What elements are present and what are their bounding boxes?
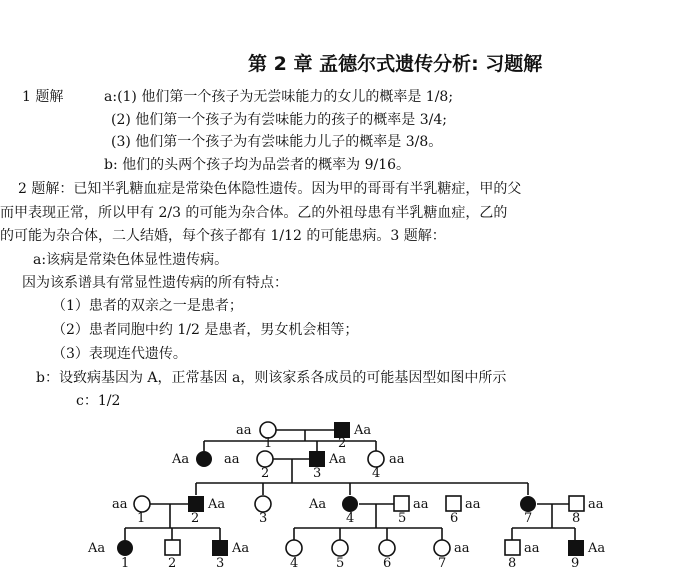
genotype-III-8: aa: [588, 497, 604, 512]
label-III-2: 2: [191, 511, 200, 526]
label-II-4: 4: [372, 466, 381, 481]
label-II-2: 2: [261, 466, 270, 481]
q1-answer-b: b: 他们的头两个孩子均为品尝者的概率为 9/16。: [104, 157, 411, 173]
q3-point-3: （3）表现连代遗传。: [52, 346, 187, 362]
pedigree-IV-9-affected-male: [568, 540, 584, 556]
label-IV-4: 4: [290, 556, 299, 571]
page-title: 第 2 章 孟德尔式遗传分析: 习题解: [248, 53, 543, 75]
label-III-1: 1: [137, 511, 146, 526]
label-I-2: 2: [338, 436, 347, 451]
genotype-II-2: aa: [224, 452, 240, 467]
genotype-IV-3: Aa: [232, 541, 250, 556]
genotype-III-4: Aa: [309, 497, 327, 512]
q1-answer-a1: a:(1) 他们第一个孩子为无尝味能力的女儿的概率是 1/8;: [104, 89, 454, 105]
genotype-II-4: aa: [389, 452, 405, 467]
genotype-III-5: aa: [413, 497, 429, 512]
genotype-III-6: aa: [465, 497, 481, 512]
label-III-5: 5: [398, 511, 407, 526]
genotype-I-1: aa: [236, 423, 252, 438]
genotype-II-3: Aa: [329, 452, 347, 467]
label-IV-6: 6: [383, 556, 392, 571]
q3-answer-a: a:该病是常染色体显性遗传病。: [33, 252, 229, 268]
label-III-8: 8: [572, 511, 581, 526]
q1-number: 1 题解: [22, 89, 64, 105]
pedigree-III-5-male: [394, 496, 409, 511]
pedigree-II-2-female: [257, 451, 273, 467]
q1-answer-a3: (3) 他们第一个孩子为有尝味能力儿子的概率是 3/8。: [111, 134, 443, 150]
pedigree-II-4-female: [368, 451, 384, 467]
q3-answer-b: b：设致病基因为 A，正常基因 a，则该家系各成员的可能基因型如图中所示: [36, 370, 507, 386]
pedigree-IV-5-female: [332, 540, 348, 556]
pedigree-III-3-female: [255, 496, 271, 512]
label-III-3: 3: [259, 511, 268, 526]
label-IV-2: 2: [168, 556, 177, 571]
label-II-3: 3: [313, 466, 322, 481]
pedigree-IV-1-affected-female: [117, 540, 133, 556]
label-III-4: 4: [346, 511, 355, 526]
pedigree-III-8-male: [569, 496, 584, 511]
pedigree-III-1-female: [134, 496, 150, 512]
genotype-IV-7: aa: [454, 541, 470, 556]
pedigree-III-4-affected-female: [342, 496, 358, 512]
pedigree-IV-4-female: [286, 540, 302, 556]
label-IV-8: 8: [508, 556, 517, 571]
pedigree-IV-8-male: [505, 540, 520, 555]
genotype-IV-9: Aa: [588, 541, 606, 556]
pedigree-IV-3-affected-male: [212, 540, 228, 556]
label-III-6: 6: [450, 511, 459, 526]
q3-point-1: （1）患者的双亲之一是患者；: [52, 298, 243, 314]
genotype-II-1: Aa: [172, 452, 190, 467]
q3-reason: 因为该系谱具有常显性遗传病的所有特点：: [22, 275, 288, 291]
pedigree-IV-2-male: [165, 540, 180, 555]
pedigree-II-1-affected-female: [196, 451, 212, 467]
q2-line-3: 的可能为杂合体，二人结婚，每个孩子都有 1/12 的可能患病。3 题解：: [0, 228, 446, 244]
label-IV-9: 9: [571, 556, 580, 571]
pedigree-IV-6-female: [379, 540, 395, 556]
label-IV-1: 1: [121, 556, 130, 571]
pedigree-III-6-male: [446, 496, 461, 511]
genotype-IV-1: Aa: [88, 541, 106, 556]
genotype-IV-8: aa: [524, 541, 540, 556]
q1-answer-a2: (2) 他们第一个孩子为有尝味能力的孩子的概率是 3/4;: [111, 112, 447, 128]
pedigree-III-2-affected-male: [188, 496, 204, 512]
genotype-III-2: Aa: [208, 497, 226, 512]
genotype-III-1: aa: [112, 497, 128, 512]
label-IV-3: 3: [216, 556, 225, 571]
pedigree-II-3-affected-male: [309, 451, 325, 467]
label-IV-5: 5: [336, 556, 345, 571]
pedigree-III-7-affected-female: [520, 496, 536, 512]
q3-point-2: （2）患者同胞中约 1/2 是患者，男女机会相等；: [52, 322, 359, 338]
q2-line-2: 而甲表现正常，所以甲有 2/3 的可能为杂合体。乙的外祖母患有半乳糖血症，乙的: [0, 205, 508, 221]
genotype-I-2: Aa: [354, 423, 372, 438]
label-I-1: 1: [264, 436, 273, 451]
q3-answer-c: c：1/2: [76, 393, 121, 409]
label-III-7: 7: [524, 511, 533, 526]
q2-line-1: 2 题解：已知半乳糖血症是常染色体隐性遗传。因为甲的哥哥有半乳糖症，甲的父: [18, 181, 522, 197]
label-IV-7: 7: [438, 556, 447, 571]
pedigree-IV-7-female: [434, 540, 450, 556]
